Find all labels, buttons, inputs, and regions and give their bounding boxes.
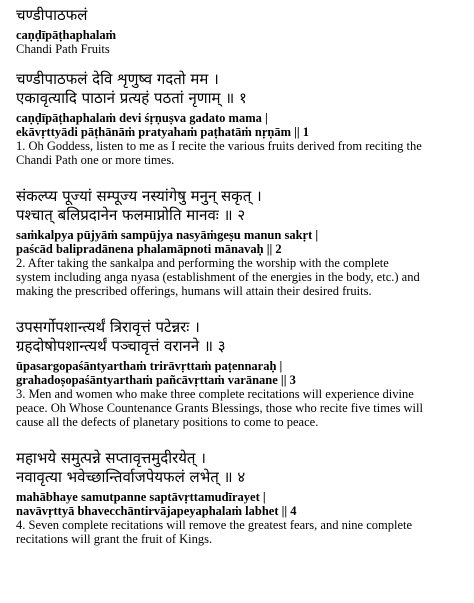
verse-2-devanagari-line-2: पश्चात् बलिप्रदानेन फलमाप्नोति मानवः ॥ २ (16, 206, 246, 224)
verse-1-devanagari-line-2: एकावृत्यादि पाठानं प्रत्यहं पठतां नृणाम् ॥ १ (16, 89, 247, 107)
verse-3-devanagari-line-2: ग्रहदोषोपशान्त्यर्थं पञ्चावृत्तं वरानने ॥ ३ (16, 337, 226, 355)
verse-2 (16, 187, 464, 298)
verse-3-translation-line-3: cause all the defects of planetary positions to come to peace. (16, 415, 319, 429)
verse-3 (16, 318, 464, 429)
verse-4-transliteration-line-1: mahābhaye samutpanne saptāvṛttamudīrayet | (16, 490, 266, 504)
verse-1-transliteration-line-2: ekāvṛttyādi pāṭhānāṁ pratyahaṁ paṭhatāṁ nṛṇām || 1 (16, 125, 310, 139)
verse-3-transliteration-line-1: ūpasargopaśāntyarthaṁ trirāvṛttaṁ paṭennaraḥ | (16, 359, 283, 373)
verse-1 (16, 70, 464, 167)
verse-4 (16, 449, 464, 546)
verse-2-translation-line-3: making the prescribed offerings, humans will attain their desired fruits. (16, 284, 372, 298)
verse-4-translation-line-2: recitations will grant the fruit of Kings. (16, 532, 213, 546)
title-english: Chandi Path Fruits (16, 42, 110, 56)
verse-2-devanagari-line-1: संकल्प्य पूज्यां सम्पूज्य नस्यांगेषु मनुन् सकृत् । (16, 187, 262, 205)
verse-2-transliteration-line-1: saṁkalpya pūjyāṁ sampūjya nasyāṁgeṣu manun sakṛt | (16, 228, 319, 242)
verse-3-transliteration-line-2: grahadoṣopaśāntyarthaṁ pañcāvṛttaṁ varānane || 3 (16, 373, 296, 387)
verse-1-translation-line-1: 1. Oh Goddess, listen to me as I recite the various fruits derived from reciting the (16, 139, 422, 153)
verse-3-translation-line-2: peace. Oh Whose Countenance Grants Blessings, those who recite five times will (16, 401, 423, 415)
verse-2-translation-line-2: system including anga nyasa (establishment of the energies in the body, etc.) and (16, 270, 420, 284)
verse-4-transliteration-line-2: navāvṛttyā bhavecchāntirvājapeyaphalaṁ labhet || 4 (16, 504, 297, 518)
verse-1-transliteration-line-1: caṇḍīpāṭhaphalaṁ devi śṛṇuṣva gadato mama | (16, 111, 268, 125)
verse-2-transliteration-line-2: paścād balipradānena phalamāpnoti mānavaḥ || 2 (16, 242, 282, 256)
verse-4-devanagari-line-2: नवावृत्या भवेच्छान्तिर्वाजपेयफलं लभेत् ॥ ४ (16, 468, 246, 486)
verse-3-translation-line-1: 3. Men and women who make three complete recitations will experience divine (16, 387, 414, 401)
title-section (16, 6, 464, 56)
verse-2-translation-line-1: 2. After taking the sankalpa and performing the worship with the complete (16, 256, 389, 270)
verse-4-translation-line-1: 4. Seven complete recitations will remove the greatest fears, and nine complete (16, 518, 413, 532)
verse-4-devanagari-line-1: महाभये समुत्पन्ने सप्तावृत्तमुदीरयेत् । (16, 449, 206, 467)
title-transliteration: caṇḍīpāṭhaphalaṁ (16, 28, 117, 42)
verse-3-devanagari-line-1: उपसर्गोपशान्त्यर्थं त्रिरावृत्तं पटेन्नरः । (16, 318, 200, 336)
verse-1-devanagari-line-1: चण्डीपाठफलं देवि शृणुष्व गदतो मम । (16, 70, 219, 88)
title-devanagari: चण्डीपाठफलं (16, 6, 88, 24)
verse-1-translation-line-2: Chandi Path one or more times. (16, 153, 175, 167)
